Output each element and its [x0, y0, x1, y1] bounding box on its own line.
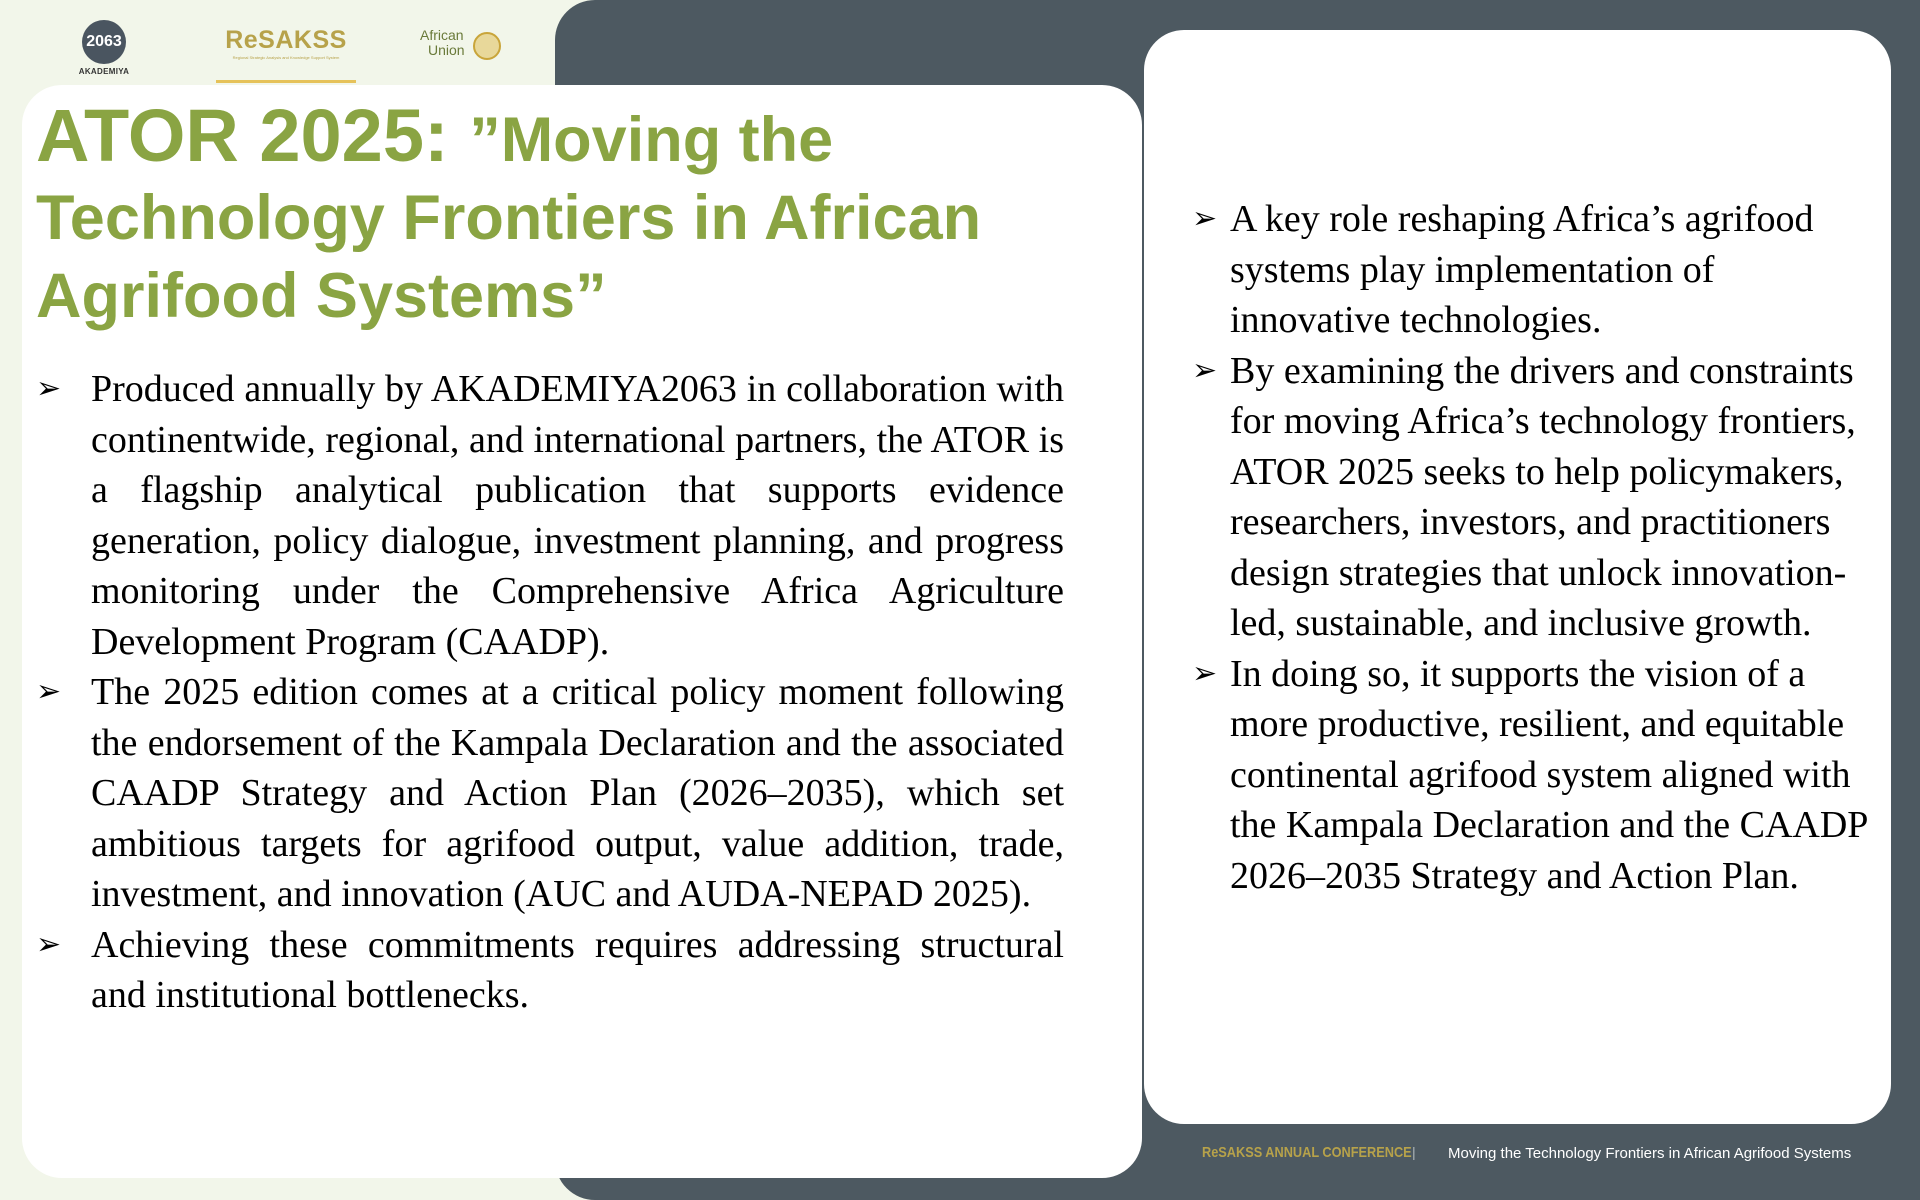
right-bullet-list [1192, 194, 1882, 901]
right-bullet-1 [1192, 194, 1882, 346]
title-rest: ”Moving the Technology Frontiers in African Agrifood Systems” [36, 105, 982, 331]
footer-separator: | [1412, 1144, 1416, 1160]
left-bullet-1-text: Produced annually by AKADEMIYA2063 in collaboration with continentwide, regional, and international partners, the ATOR is a flagship analytical publication that supports evidence generation, policy dialogue, investment planning, and progress monitoring under the Comprehensive Africa Agriculture Development Program (CAADP). [91, 368, 1064, 663]
akademiya-caption: AKADEMIYA [78, 67, 130, 76]
arrow-bullet-icon: ➢ [36, 371, 62, 406]
au-text-line2: Union [428, 42, 465, 58]
left-bullet-1 [36, 364, 1064, 667]
akademiya-logo [78, 20, 130, 76]
au-text-line1: African [420, 27, 464, 43]
left-bullet-3-text: Achieving these commitments requires addressing structural and institutional bottlenecks. [91, 923, 1064, 1016]
title-lead: ATOR 2025: [36, 94, 470, 177]
au-emblem-icon [473, 32, 501, 60]
akademiya-mark: 2063 [82, 20, 126, 64]
right-bullet-2 [1192, 346, 1882, 649]
arrow-bullet-icon: ➢ [1192, 352, 1218, 388]
arrow-bullet-icon: ➢ [1192, 201, 1218, 236]
slide-footer [1202, 1144, 1902, 1168]
arrow-bullet-icon: ➢ [1192, 655, 1218, 691]
footer-theme: Moving the Technology Frontiers in African Agrifood Systems [1448, 1145, 1852, 1162]
african-union-logo [420, 28, 505, 68]
right-bullet-1-text: A key role reshaping Africa’s agrifood systems play implementation of innovative technologies. [1230, 198, 1814, 341]
arrow-bullet-icon: ➢ [36, 926, 62, 962]
left-bullet-list [36, 364, 1064, 1021]
resakss-logo [216, 26, 356, 60]
right-bullet-3-text: In doing so, it supports the vision of a more productive, resilient, and equitable continental agrifood system aligned with the Kampala Declaration and the CAADP 2026–2035 Strategy and Action Plan. [1230, 652, 1868, 897]
resakss-underline [216, 80, 356, 83]
right-bullet-3 [1192, 649, 1882, 902]
slide-title [36, 94, 1136, 335]
resakss-tagline: Regional Strategic Analysis and Knowledge Support System [232, 55, 340, 60]
right-bullet-2-text: By examining the drivers and constraints for moving Africa’s technology frontiers, ATOR 2025 seeks to help policymakers, researchers, investors, and practitioners design strategies that unlock innovation-led, sustainable, and inclusive growth. [1230, 349, 1856, 644]
left-bullet-2-text: The 2025 edition comes at a critical policy moment following the endorsement of the Kampala Declaration and the associated CAADP Strategy and Action Plan (2026–2035), which set ambitious targets for agrifood output, value addition, trade, investment, and innovation (AUC and AUDA-NEPAD 2025). [91, 671, 1064, 915]
left-bullet-3 [36, 920, 1064, 1021]
footer-conference-name: ReSAKSS ANNUAL CONFERENCE [1202, 1144, 1412, 1161]
logo-bar [0, 0, 555, 88]
resakss-wordmark: ReSAKSS [225, 26, 347, 54]
left-bullet-2 [36, 667, 1064, 920]
arrow-bullet-icon: ➢ [36, 674, 62, 709]
